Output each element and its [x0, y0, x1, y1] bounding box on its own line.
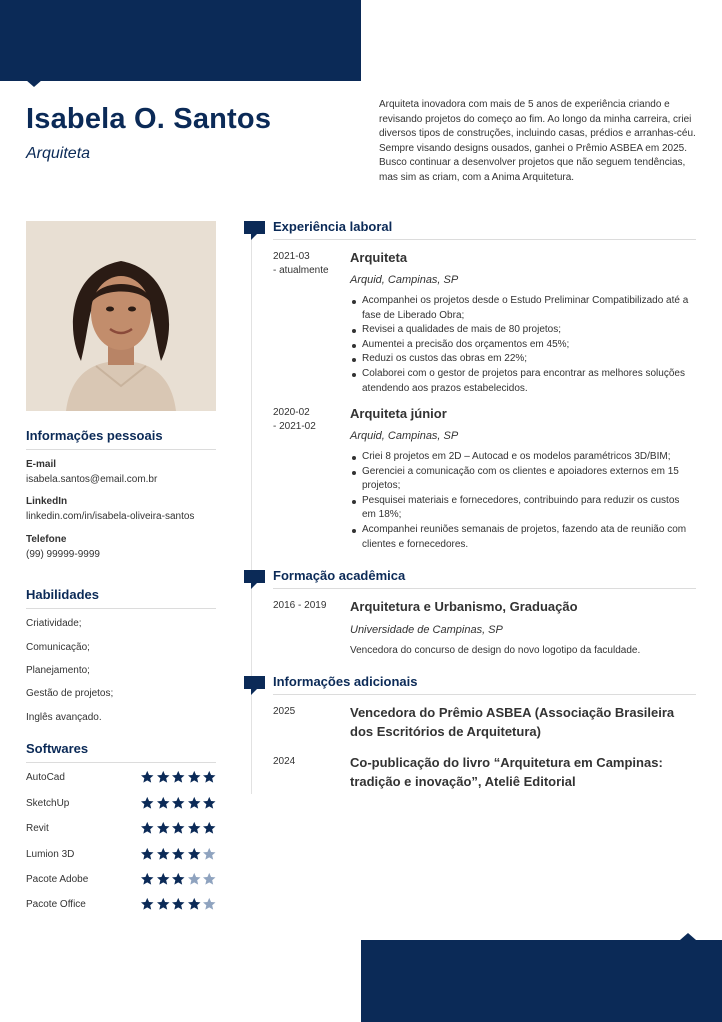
skill-item: Inglês avançado.	[26, 712, 102, 723]
software-rating	[140, 770, 217, 784]
star-filled-icon	[187, 796, 202, 810]
education-date: 2016 - 2019	[273, 600, 327, 611]
section-flag-icon	[244, 221, 265, 240]
star-filled-icon	[202, 770, 217, 784]
footer-color-block	[361, 940, 722, 1022]
star-filled-icon	[187, 770, 202, 784]
section-flag-icon	[244, 570, 265, 589]
section-heading-software: Softwares	[26, 741, 216, 763]
star-filled-icon	[140, 847, 155, 861]
additional-item: Co-publicação do livro “Arquitetura em Campinas: tradição e inovação”, Ateliê Editorial	[350, 755, 663, 789]
star-filled-icon	[202, 821, 217, 835]
job-date-end: - 2021-02	[273, 421, 316, 432]
job-bullet: Pesquisei materiais e fornecedores, contribuindo para reduzir os custos em 18%;	[350, 494, 690, 523]
job-date-start: 2020-02	[273, 407, 310, 418]
job-date-start: 2021-03	[273, 251, 310, 262]
job-bullet: Acompanhei reuniões semanais de projetos, fazendo ata de reunião com clientes e fornecedores.	[350, 523, 690, 552]
star-empty-icon	[202, 897, 217, 911]
job-date-end: - atualmente	[273, 265, 329, 276]
software-name: SketchUp	[26, 798, 70, 809]
star-filled-icon	[156, 821, 171, 835]
star-empty-icon	[187, 872, 202, 886]
software-rating	[140, 847, 217, 861]
star-empty-icon	[202, 872, 217, 886]
star-filled-icon	[156, 872, 171, 886]
header-color-block	[0, 0, 361, 81]
additional-item: Vencedora do Prêmio ASBEA (Associação Brasileira dos Escritórios de Arquitetura)	[350, 705, 675, 739]
star-filled-icon	[171, 796, 186, 810]
additional-year: 2025	[273, 706, 296, 717]
software-rating	[140, 821, 217, 835]
job-bullet: Aumentei a precisão dos orçamentos em 45%;	[350, 338, 690, 353]
email-label: E-mail	[26, 459, 57, 470]
phone-value: (99) 99999-9999	[26, 549, 100, 560]
education-note: Vencedora do concurso de design do novo logotipo da faculdade.	[350, 645, 641, 656]
section-heading-personal-info: Informações pessoais	[26, 428, 216, 450]
software-name: AutoCad	[26, 772, 65, 783]
star-filled-icon	[140, 821, 155, 835]
education-school: Universidade de Campinas, SP	[350, 624, 503, 636]
star-empty-icon	[202, 847, 217, 861]
star-filled-icon	[156, 847, 171, 861]
star-filled-icon	[156, 770, 171, 784]
skill-item: Gestão de projetos;	[26, 688, 114, 699]
email-value: isabela.santos@email.com.br	[26, 474, 158, 485]
star-filled-icon	[171, 847, 186, 861]
job-bullet: Colaborei com o gestor de projetos para encontrar as melhores soluções atendendo aos prazos estabelecidos.	[350, 367, 690, 396]
job-title: Arquiteta júnior	[350, 406, 447, 421]
job-bullet-list	[350, 294, 690, 396]
software-name: Revit	[26, 823, 49, 834]
star-filled-icon	[156, 897, 171, 911]
skill-item: Planejamento;	[26, 665, 90, 676]
software-rating	[140, 872, 217, 886]
job-bullet: Criei 8 projetos em 2D – Autocad e os modelos paramétricos 3D/BIM;	[350, 450, 690, 465]
job-bullet: Reduzi os custos das obras em 22%;	[350, 352, 690, 367]
section-flag-icon	[244, 676, 265, 695]
software-name: Lumion 3D	[26, 849, 75, 860]
star-filled-icon	[202, 796, 217, 810]
star-filled-icon	[156, 796, 171, 810]
section-heading-skills: Habilidades	[26, 587, 216, 609]
star-filled-icon	[187, 897, 202, 911]
job-bullet: Revisei a qualidades de mais de 80 projetos;	[350, 323, 690, 338]
star-filled-icon	[140, 872, 155, 886]
job-organization: Arquid, Campinas, SP	[350, 430, 459, 442]
software-rating	[140, 796, 217, 810]
profile-photo	[26, 221, 216, 411]
candidate-job-title: Arquiteta	[26, 145, 91, 162]
candidate-name: Isabela O. Santos	[26, 103, 272, 135]
footer-notch	[680, 933, 696, 940]
job-title: Arquiteta	[350, 250, 408, 265]
phone-label: Telefone	[26, 534, 67, 545]
education-degree: Arquitetura e Urbanismo, Graduação	[350, 599, 578, 614]
section-heading-education: Formação acadêmica	[273, 568, 696, 589]
star-filled-icon	[140, 897, 155, 911]
job-bullet: Gerenciei a comunicação com os clientes e apoiadores externos em 15 projetos;	[350, 465, 690, 494]
additional-year: 2024	[273, 756, 296, 767]
star-filled-icon	[140, 770, 155, 784]
star-filled-icon	[171, 897, 186, 911]
job-organization: Arquid, Campinas, SP	[350, 274, 459, 286]
star-filled-icon	[171, 770, 186, 784]
star-filled-icon	[187, 847, 202, 861]
linkedin-label: LinkedIn	[26, 496, 68, 507]
job-bullet: Acompanhei os projetos desde o Estudo Preliminar Compatibilizado até a fase de Liberado Obra;	[350, 294, 690, 323]
software-rating	[140, 897, 217, 911]
header-notch	[26, 80, 42, 87]
profile-summary: Arquiteta inovadora com mais de 5 anos de experiência criando e revisando projetos do começo ao fim. Ao longo da minha carreira, criei diversos tipos de construções, incluindo casas, prédios e arranhas-céu. Sempre visando designs ousados, ganhei o Prêmio ASBEA em 2025. Busco continuar a desenvolver projetos que não seguem tendências, mas sim as criam, com a Anima Arquitetura.	[379, 99, 696, 183]
skill-item: Criatividade;	[26, 618, 82, 629]
section-heading-experience: Experiência laboral	[273, 219, 696, 240]
linkedin-value: linkedin.com/in/isabela-oliveira-santos	[26, 511, 195, 522]
timeline-line	[251, 232, 252, 794]
star-filled-icon	[140, 796, 155, 810]
software-name: Pacote Office	[26, 899, 86, 910]
section-heading-additional: Informações adicionais	[273, 674, 696, 695]
star-filled-icon	[171, 821, 186, 835]
software-name: Pacote Adobe	[26, 874, 89, 885]
star-filled-icon	[171, 872, 186, 886]
skill-item: Comunicação;	[26, 642, 90, 653]
star-filled-icon	[187, 821, 202, 835]
job-bullet-list	[350, 450, 690, 552]
